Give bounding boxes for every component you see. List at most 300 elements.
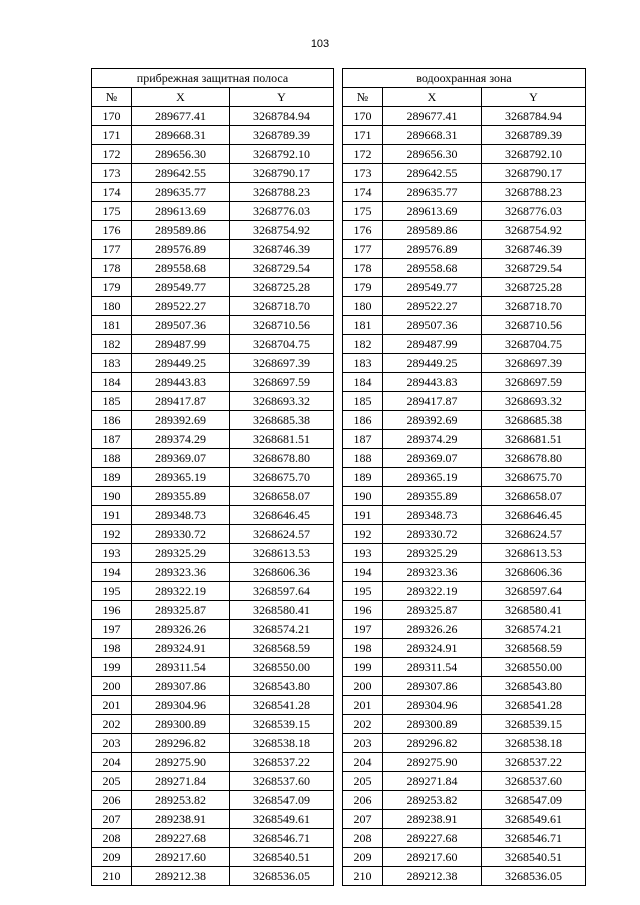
table-row bbox=[92, 392, 334, 411]
table-row bbox=[92, 354, 334, 373]
point-number-cell: 202 bbox=[343, 715, 383, 734]
y-coordinate-cell: 3268789.39 bbox=[230, 126, 334, 145]
point-number-cell: 205 bbox=[92, 772, 132, 791]
x-coordinate-cell: 289443.83 bbox=[383, 373, 482, 392]
point-number-cell: 197 bbox=[343, 620, 383, 639]
table-row bbox=[92, 582, 334, 601]
point-number-cell: 201 bbox=[92, 696, 132, 715]
x-coordinate-cell: 289348.73 bbox=[383, 506, 482, 525]
point-number-cell: 180 bbox=[92, 297, 132, 316]
y-coordinate-cell: 3268550.00 bbox=[482, 658, 586, 677]
point-number-cell: 178 bbox=[343, 259, 383, 278]
point-number-cell: 184 bbox=[92, 373, 132, 392]
x-coordinate-cell: 289365.19 bbox=[383, 468, 482, 487]
y-coordinate-cell: 3268568.59 bbox=[230, 639, 334, 658]
y-coordinate-cell: 3268580.41 bbox=[230, 601, 334, 620]
x-coordinate-cell: 289311.54 bbox=[383, 658, 482, 677]
table-row bbox=[343, 278, 586, 297]
point-number-cell: 173 bbox=[92, 164, 132, 183]
y-coordinate-cell: 3268624.57 bbox=[482, 525, 586, 544]
point-number-cell: 182 bbox=[92, 335, 132, 354]
y-coordinate-cell: 3268541.28 bbox=[482, 696, 586, 715]
y-coordinate-cell: 3268574.21 bbox=[482, 620, 586, 639]
table-row bbox=[92, 145, 334, 164]
x-coordinate-cell: 289275.90 bbox=[132, 753, 230, 772]
y-coordinate-cell: 3268537.60 bbox=[482, 772, 586, 791]
x-coordinate-cell: 289330.72 bbox=[132, 525, 230, 544]
x-coordinate-cell: 289576.89 bbox=[383, 240, 482, 259]
table-row bbox=[92, 696, 334, 715]
y-coordinate-cell: 3268784.94 bbox=[482, 107, 586, 126]
point-number-cell: 194 bbox=[92, 563, 132, 582]
x-coordinate-cell: 289487.99 bbox=[132, 335, 230, 354]
table-row bbox=[92, 126, 334, 145]
y-coordinate-cell: 3268540.51 bbox=[230, 848, 334, 867]
point-number-cell: 181 bbox=[343, 316, 383, 335]
point-number-cell: 189 bbox=[92, 468, 132, 487]
table-row bbox=[343, 639, 586, 658]
x-coordinate-cell: 289443.83 bbox=[132, 373, 230, 392]
point-number-cell: 177 bbox=[343, 240, 383, 259]
table-row bbox=[92, 278, 334, 297]
x-coordinate-cell: 289374.29 bbox=[383, 430, 482, 449]
table-row bbox=[343, 848, 586, 867]
y-coordinate-cell: 3268537.22 bbox=[482, 753, 586, 772]
x-coordinate-cell: 289449.25 bbox=[383, 354, 482, 373]
point-number-cell: 194 bbox=[343, 563, 383, 582]
y-coordinate-cell: 3268681.51 bbox=[230, 430, 334, 449]
y-coordinate-cell: 3268536.05 bbox=[482, 867, 586, 886]
point-number-cell: 183 bbox=[343, 354, 383, 373]
x-coordinate-cell: 289392.69 bbox=[132, 411, 230, 430]
x-coordinate-cell: 289355.89 bbox=[383, 487, 482, 506]
table-row bbox=[343, 772, 586, 791]
x-coordinate-cell: 289238.91 bbox=[132, 810, 230, 829]
table-row bbox=[343, 240, 586, 259]
table-row bbox=[343, 183, 586, 202]
point-number-cell: 198 bbox=[92, 639, 132, 658]
point-number-cell: 179 bbox=[343, 278, 383, 297]
table-row bbox=[343, 335, 586, 354]
x-coordinate-cell: 289677.41 bbox=[383, 107, 482, 126]
table-row bbox=[92, 411, 334, 430]
table-row bbox=[343, 373, 586, 392]
x-coordinate-cell: 289558.68 bbox=[132, 259, 230, 278]
y-coordinate-cell: 3268754.92 bbox=[230, 221, 334, 240]
table-row bbox=[343, 753, 586, 772]
table-row bbox=[343, 202, 586, 221]
x-coordinate-cell: 289217.60 bbox=[383, 848, 482, 867]
x-coordinate-cell: 289449.25 bbox=[132, 354, 230, 373]
table-row bbox=[343, 658, 586, 677]
x-coordinate-cell: 289300.89 bbox=[132, 715, 230, 734]
x-coordinate-cell: 289253.82 bbox=[383, 791, 482, 810]
table-row bbox=[92, 620, 334, 639]
table-row bbox=[92, 639, 334, 658]
x-coordinate-cell: 289487.99 bbox=[383, 335, 482, 354]
point-number-cell: 175 bbox=[92, 202, 132, 221]
x-coordinate-cell: 289307.86 bbox=[132, 677, 230, 696]
x-coordinate-cell: 289558.68 bbox=[383, 259, 482, 278]
x-coordinate-cell: 289322.19 bbox=[383, 582, 482, 601]
point-number-cell: 177 bbox=[92, 240, 132, 259]
x-coordinate-cell: 289325.29 bbox=[132, 544, 230, 563]
y-coordinate-cell: 3268546.71 bbox=[230, 829, 334, 848]
table-row bbox=[343, 468, 586, 487]
column-header-x: X bbox=[383, 88, 482, 107]
table-row bbox=[92, 221, 334, 240]
x-coordinate-cell: 289549.77 bbox=[132, 278, 230, 297]
y-coordinate-cell: 3268546.71 bbox=[482, 829, 586, 848]
column-header-x: X bbox=[132, 88, 230, 107]
table-row bbox=[343, 677, 586, 696]
x-coordinate-cell: 289323.36 bbox=[132, 563, 230, 582]
x-coordinate-cell: 289330.72 bbox=[383, 525, 482, 544]
x-coordinate-cell: 289589.86 bbox=[383, 221, 482, 240]
column-header-number: № bbox=[92, 88, 132, 107]
y-coordinate-cell: 3268790.17 bbox=[230, 164, 334, 183]
y-coordinate-cell: 3268792.10 bbox=[482, 145, 586, 164]
table-row bbox=[343, 354, 586, 373]
x-coordinate-cell: 289613.69 bbox=[132, 202, 230, 221]
table-row bbox=[343, 715, 586, 734]
table-title: водоохранная зона bbox=[343, 69, 586, 88]
y-coordinate-cell: 3268697.39 bbox=[482, 354, 586, 373]
y-coordinate-cell: 3268697.39 bbox=[230, 354, 334, 373]
point-number-cell: 189 bbox=[343, 468, 383, 487]
table-row bbox=[343, 221, 586, 240]
x-coordinate-cell: 289296.82 bbox=[132, 734, 230, 753]
x-coordinate-cell: 289507.36 bbox=[132, 316, 230, 335]
x-coordinate-cell: 289322.19 bbox=[132, 582, 230, 601]
x-coordinate-cell: 289677.41 bbox=[132, 107, 230, 126]
column-header-number: № bbox=[343, 88, 383, 107]
y-coordinate-cell: 3268725.28 bbox=[230, 278, 334, 297]
point-number-cell: 176 bbox=[92, 221, 132, 240]
point-number-cell: 198 bbox=[343, 639, 383, 658]
point-number-cell: 178 bbox=[92, 259, 132, 278]
y-coordinate-cell: 3268550.00 bbox=[230, 658, 334, 677]
table-row bbox=[343, 316, 586, 335]
point-number-cell: 201 bbox=[343, 696, 383, 715]
x-coordinate-cell: 289212.38 bbox=[383, 867, 482, 886]
y-coordinate-cell: 3268624.57 bbox=[230, 525, 334, 544]
table-row bbox=[343, 563, 586, 582]
point-number-cell: 200 bbox=[343, 677, 383, 696]
y-coordinate-cell: 3268543.80 bbox=[230, 677, 334, 696]
x-coordinate-cell: 289635.77 bbox=[132, 183, 230, 202]
y-coordinate-cell: 3268678.80 bbox=[482, 449, 586, 468]
x-coordinate-cell: 289212.38 bbox=[132, 867, 230, 886]
table-row bbox=[343, 582, 586, 601]
y-coordinate-cell: 3268685.38 bbox=[482, 411, 586, 430]
point-number-cell: 173 bbox=[343, 164, 383, 183]
table-row bbox=[343, 734, 586, 753]
x-coordinate-cell: 289589.86 bbox=[132, 221, 230, 240]
y-coordinate-cell: 3268597.64 bbox=[230, 582, 334, 601]
x-coordinate-cell: 289304.96 bbox=[383, 696, 482, 715]
point-number-cell: 192 bbox=[92, 525, 132, 544]
point-number-cell: 171 bbox=[343, 126, 383, 145]
x-coordinate-cell: 289642.55 bbox=[383, 164, 482, 183]
y-coordinate-cell: 3268543.80 bbox=[482, 677, 586, 696]
point-number-cell: 176 bbox=[343, 221, 383, 240]
y-coordinate-cell: 3268537.60 bbox=[230, 772, 334, 791]
table-row bbox=[92, 468, 334, 487]
point-number-cell: 191 bbox=[343, 506, 383, 525]
table-row bbox=[343, 696, 586, 715]
y-coordinate-cell: 3268792.10 bbox=[230, 145, 334, 164]
table-row bbox=[92, 297, 334, 316]
point-number-cell: 208 bbox=[92, 829, 132, 848]
table-row bbox=[92, 259, 334, 278]
table-row bbox=[343, 411, 586, 430]
point-number-cell: 172 bbox=[343, 145, 383, 164]
point-number-cell: 199 bbox=[343, 658, 383, 677]
point-number-cell: 199 bbox=[92, 658, 132, 677]
point-number-cell: 196 bbox=[343, 601, 383, 620]
table-row bbox=[92, 487, 334, 506]
x-coordinate-cell: 289613.69 bbox=[383, 202, 482, 221]
point-number-cell: 172 bbox=[92, 145, 132, 164]
point-number-cell: 207 bbox=[343, 810, 383, 829]
point-number-cell: 203 bbox=[92, 734, 132, 753]
y-coordinate-cell: 3268685.38 bbox=[230, 411, 334, 430]
point-number-cell: 195 bbox=[343, 582, 383, 601]
y-coordinate-cell: 3268547.09 bbox=[482, 791, 586, 810]
column-header-y: Y bbox=[482, 88, 586, 107]
point-number-cell: 174 bbox=[343, 183, 383, 202]
point-number-cell: 200 bbox=[92, 677, 132, 696]
x-coordinate-cell: 289325.87 bbox=[132, 601, 230, 620]
table-row bbox=[92, 810, 334, 829]
table-row bbox=[92, 430, 334, 449]
y-coordinate-cell: 3268776.03 bbox=[482, 202, 586, 221]
y-coordinate-cell: 3268725.28 bbox=[482, 278, 586, 297]
y-coordinate-cell: 3268606.36 bbox=[230, 563, 334, 582]
point-number-cell: 192 bbox=[343, 525, 383, 544]
x-coordinate-cell: 289348.73 bbox=[132, 506, 230, 525]
x-coordinate-cell: 289507.36 bbox=[383, 316, 482, 335]
coastal-protective-strip-table bbox=[91, 68, 334, 886]
x-coordinate-cell: 289668.31 bbox=[383, 126, 482, 145]
point-number-cell: 183 bbox=[92, 354, 132, 373]
point-number-cell: 180 bbox=[343, 297, 383, 316]
y-coordinate-cell: 3268784.94 bbox=[230, 107, 334, 126]
y-coordinate-cell: 3268697.59 bbox=[230, 373, 334, 392]
table-row bbox=[92, 772, 334, 791]
table-row bbox=[92, 107, 334, 126]
x-coordinate-cell: 289296.82 bbox=[383, 734, 482, 753]
y-coordinate-cell: 3268613.53 bbox=[482, 544, 586, 563]
y-coordinate-cell: 3268606.36 bbox=[482, 563, 586, 582]
point-number-cell: 207 bbox=[92, 810, 132, 829]
table-row bbox=[92, 848, 334, 867]
table-row bbox=[343, 791, 586, 810]
table-row bbox=[92, 867, 334, 886]
x-coordinate-cell: 289323.36 bbox=[383, 563, 482, 582]
table-row bbox=[343, 430, 586, 449]
point-number-cell: 175 bbox=[343, 202, 383, 221]
table-row bbox=[92, 544, 334, 563]
point-number-cell: 209 bbox=[92, 848, 132, 867]
x-coordinate-cell: 289326.26 bbox=[383, 620, 482, 639]
x-coordinate-cell: 289325.87 bbox=[383, 601, 482, 620]
x-coordinate-cell: 289656.30 bbox=[132, 145, 230, 164]
x-coordinate-cell: 289642.55 bbox=[132, 164, 230, 183]
table-row bbox=[92, 658, 334, 677]
x-coordinate-cell: 289311.54 bbox=[132, 658, 230, 677]
x-coordinate-cell: 289549.77 bbox=[383, 278, 482, 297]
x-coordinate-cell: 289271.84 bbox=[132, 772, 230, 791]
table-row bbox=[343, 829, 586, 848]
point-number-cell: 170 bbox=[343, 107, 383, 126]
y-coordinate-cell: 3268597.64 bbox=[482, 582, 586, 601]
table-row bbox=[92, 601, 334, 620]
y-coordinate-cell: 3268729.54 bbox=[230, 259, 334, 278]
point-number-cell: 186 bbox=[92, 411, 132, 430]
y-coordinate-cell: 3268746.39 bbox=[482, 240, 586, 259]
table-row bbox=[92, 715, 334, 734]
table-row bbox=[343, 810, 586, 829]
x-coordinate-cell: 289227.68 bbox=[383, 829, 482, 848]
y-coordinate-cell: 3268646.45 bbox=[230, 506, 334, 525]
y-coordinate-cell: 3268718.70 bbox=[230, 297, 334, 316]
x-coordinate-cell: 289227.68 bbox=[132, 829, 230, 848]
y-coordinate-cell: 3268678.80 bbox=[230, 449, 334, 468]
point-number-cell: 187 bbox=[92, 430, 132, 449]
table-row bbox=[92, 734, 334, 753]
y-coordinate-cell: 3268693.32 bbox=[482, 392, 586, 411]
point-number-cell: 193 bbox=[343, 544, 383, 563]
table-row bbox=[92, 335, 334, 354]
point-number-cell: 185 bbox=[343, 392, 383, 411]
x-coordinate-cell: 289392.69 bbox=[383, 411, 482, 430]
y-coordinate-cell: 3268541.28 bbox=[230, 696, 334, 715]
point-number-cell: 210 bbox=[343, 867, 383, 886]
x-coordinate-cell: 289668.31 bbox=[132, 126, 230, 145]
water-protection-zone-table bbox=[342, 68, 586, 886]
point-number-cell: 206 bbox=[343, 791, 383, 810]
table-row bbox=[343, 867, 586, 886]
table-row bbox=[92, 525, 334, 544]
y-coordinate-cell: 3268746.39 bbox=[230, 240, 334, 259]
point-number-cell: 203 bbox=[343, 734, 383, 753]
x-coordinate-cell: 289253.82 bbox=[132, 791, 230, 810]
point-number-cell: 193 bbox=[92, 544, 132, 563]
table-row bbox=[92, 563, 334, 582]
y-coordinate-cell: 3268788.23 bbox=[230, 183, 334, 202]
x-coordinate-cell: 289325.29 bbox=[383, 544, 482, 563]
y-coordinate-cell: 3268729.54 bbox=[482, 259, 586, 278]
point-number-cell: 182 bbox=[343, 335, 383, 354]
y-coordinate-cell: 3268549.61 bbox=[482, 810, 586, 829]
y-coordinate-cell: 3268675.70 bbox=[230, 468, 334, 487]
x-coordinate-cell: 289635.77 bbox=[383, 183, 482, 202]
y-coordinate-cell: 3268790.17 bbox=[482, 164, 586, 183]
y-coordinate-cell: 3268539.15 bbox=[230, 715, 334, 734]
point-number-cell: 174 bbox=[92, 183, 132, 202]
point-number-cell: 209 bbox=[343, 848, 383, 867]
x-coordinate-cell: 289304.96 bbox=[132, 696, 230, 715]
point-number-cell: 206 bbox=[92, 791, 132, 810]
x-coordinate-cell: 289576.89 bbox=[132, 240, 230, 259]
point-number-cell: 184 bbox=[343, 373, 383, 392]
table-row bbox=[92, 753, 334, 772]
table-row bbox=[92, 791, 334, 810]
point-number-cell: 195 bbox=[92, 582, 132, 601]
x-coordinate-cell: 289324.91 bbox=[132, 639, 230, 658]
point-number-cell: 208 bbox=[343, 829, 383, 848]
point-number-cell: 190 bbox=[343, 487, 383, 506]
point-number-cell: 190 bbox=[92, 487, 132, 506]
y-coordinate-cell: 3268538.18 bbox=[230, 734, 334, 753]
y-coordinate-cell: 3268539.15 bbox=[482, 715, 586, 734]
table-row bbox=[92, 183, 334, 202]
x-coordinate-cell: 289271.84 bbox=[383, 772, 482, 791]
y-coordinate-cell: 3268574.21 bbox=[230, 620, 334, 639]
table-row bbox=[92, 240, 334, 259]
y-coordinate-cell: 3268718.70 bbox=[482, 297, 586, 316]
point-number-cell: 181 bbox=[92, 316, 132, 335]
y-coordinate-cell: 3268549.61 bbox=[230, 810, 334, 829]
point-number-cell: 188 bbox=[343, 449, 383, 468]
point-number-cell: 197 bbox=[92, 620, 132, 639]
x-coordinate-cell: 289417.87 bbox=[383, 392, 482, 411]
page-number: 103 bbox=[310, 38, 330, 50]
y-coordinate-cell: 3268658.07 bbox=[230, 487, 334, 506]
table-row bbox=[343, 259, 586, 278]
x-coordinate-cell: 289522.27 bbox=[132, 297, 230, 316]
table-row bbox=[343, 525, 586, 544]
y-coordinate-cell: 3268646.45 bbox=[482, 506, 586, 525]
point-number-cell: 191 bbox=[92, 506, 132, 525]
x-coordinate-cell: 289369.07 bbox=[383, 449, 482, 468]
table-row bbox=[92, 449, 334, 468]
x-coordinate-cell: 289417.87 bbox=[132, 392, 230, 411]
y-coordinate-cell: 3268710.56 bbox=[482, 316, 586, 335]
y-coordinate-cell: 3268776.03 bbox=[230, 202, 334, 221]
y-coordinate-cell: 3268681.51 bbox=[482, 430, 586, 449]
point-number-cell: 185 bbox=[92, 392, 132, 411]
table-row bbox=[343, 145, 586, 164]
table-row bbox=[343, 544, 586, 563]
y-coordinate-cell: 3268704.75 bbox=[230, 335, 334, 354]
table-row bbox=[92, 506, 334, 525]
x-coordinate-cell: 289369.07 bbox=[132, 449, 230, 468]
point-number-cell: 204 bbox=[343, 753, 383, 772]
point-number-cell: 196 bbox=[92, 601, 132, 620]
table-row bbox=[343, 107, 586, 126]
x-coordinate-cell: 289374.29 bbox=[132, 430, 230, 449]
x-coordinate-cell: 289307.86 bbox=[383, 677, 482, 696]
point-number-cell: 188 bbox=[92, 449, 132, 468]
table-row bbox=[92, 829, 334, 848]
table-row bbox=[92, 164, 334, 183]
table-row bbox=[92, 373, 334, 392]
table-row bbox=[343, 297, 586, 316]
y-coordinate-cell: 3268536.05 bbox=[230, 867, 334, 886]
x-coordinate-cell: 289365.19 bbox=[132, 468, 230, 487]
y-coordinate-cell: 3268658.07 bbox=[482, 487, 586, 506]
y-coordinate-cell: 3268580.41 bbox=[482, 601, 586, 620]
point-number-cell: 179 bbox=[92, 278, 132, 297]
y-coordinate-cell: 3268540.51 bbox=[482, 848, 586, 867]
table-row bbox=[92, 677, 334, 696]
x-coordinate-cell: 289522.27 bbox=[383, 297, 482, 316]
y-coordinate-cell: 3268693.32 bbox=[230, 392, 334, 411]
y-coordinate-cell: 3268538.18 bbox=[482, 734, 586, 753]
